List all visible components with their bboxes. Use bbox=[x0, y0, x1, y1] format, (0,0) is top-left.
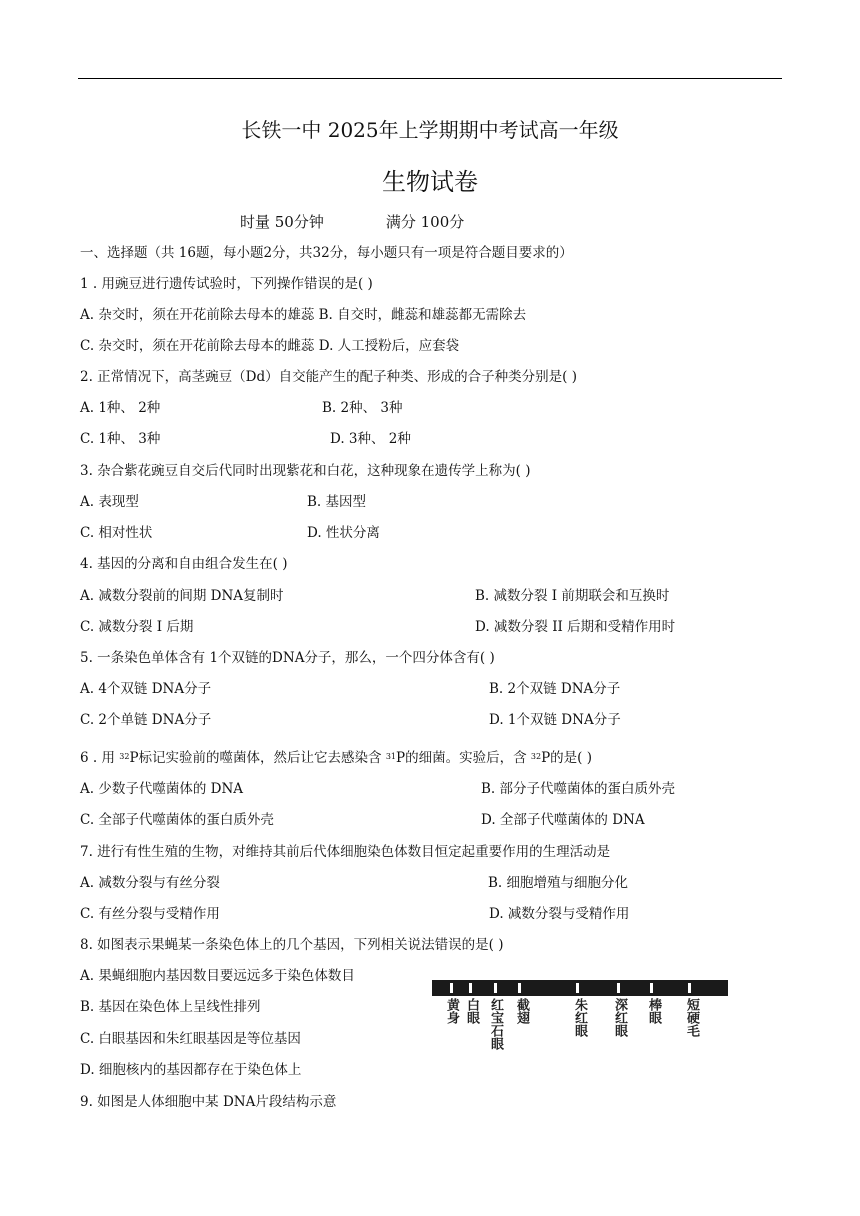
exam-title: 长铁一中 2025年上学期期中考试高一年级 bbox=[241, 118, 619, 142]
gene-locus-tick bbox=[494, 983, 497, 993]
q7-option-a: A. 减数分裂与有丝分裂 bbox=[80, 875, 220, 891]
gene-label: 白眼 bbox=[464, 998, 479, 1024]
q1-options-cd: C. 杂交时，须在开花前除去母本的雌蕊 D. 人工授粉后，应套袋 bbox=[80, 338, 460, 354]
q6-option-b: B. 部分子代噬菌体的蛋白质外壳 bbox=[481, 781, 676, 797]
q9-stem: 9. 如图是人体细胞中某 DNA片段结构示意 bbox=[80, 1094, 337, 1110]
gene-label: 朱红眼 bbox=[572, 998, 587, 1037]
q3-stem: 3. 杂合紫花豌豆自交后代同时出现紫花和白花，这种现象在遗传学上称为( ) bbox=[80, 463, 531, 479]
full-score: 满分 100分 bbox=[385, 213, 465, 231]
q6-stem: 6 . 用 $^{32}$P标记实验前的噬菌体，然后让它去感染含 $^{31}$P的细菌。实验后，含 $^{32}$P的是( ) bbox=[80, 750, 592, 766]
q8-option-b: B. 基因在染色体上呈线性排列 bbox=[80, 999, 261, 1015]
exam-meta bbox=[240, 211, 464, 232]
gene-locus-tick bbox=[450, 983, 453, 993]
q2-option-c: C. 1种、 3种 bbox=[80, 431, 161, 447]
q1-options-ab: A. 杂交时，须在开花前除去母本的雄蕊 B. 自交时，雌蕊和雄蕊都无需除去 bbox=[80, 307, 527, 323]
q4-option-a: A. 减数分裂前的间期 DNA复制时 bbox=[80, 588, 284, 604]
q8-option-a: A. 果蝇细胞内基因数目要远远多于染色体数目 bbox=[80, 968, 355, 984]
chromosome-diagram bbox=[432, 980, 728, 996]
q6-option-c: C. 全部子代噬菌体的蛋白质外壳 bbox=[80, 812, 274, 828]
gene-label: 黄身 bbox=[444, 998, 459, 1024]
q8-option-d: D. 细胞核内的基因都存在于染色体上 bbox=[80, 1062, 302, 1078]
q7-stem: 7. 进行有性生殖的生物，对维持其前后代体细胞染色体数目恒定起重要作用的生理活动是 bbox=[80, 844, 611, 860]
gene-label: 深红眼 bbox=[612, 998, 627, 1037]
q6-option-d: D. 全部子代噬菌体的 DNA bbox=[481, 812, 645, 828]
q6-option-a: A. 少数子代噬菌体的 DNA bbox=[80, 781, 244, 797]
q4-option-b: B. 减数分裂 I 前期联会和互换时 bbox=[475, 588, 670, 604]
time-limit: 时量 50分钟 bbox=[240, 213, 324, 231]
subject-title: 生物试卷 bbox=[382, 168, 478, 196]
gene-locus-tick bbox=[650, 983, 653, 993]
gene-locus-tick bbox=[518, 983, 521, 993]
q7-option-b: B. 细胞增殖与细胞分化 bbox=[488, 875, 629, 891]
q3-option-d: D. 性状分离 bbox=[307, 525, 380, 541]
gene-locus-tick bbox=[469, 983, 472, 993]
q8-stem: 8. 如图表示果蝇某一条染色体上的几个基因，下列相关说法错误的是( ) bbox=[80, 937, 504, 953]
q4-option-c: C. 减数分裂 I 后期 bbox=[80, 619, 194, 635]
q1-stem: 1 . 用豌豆进行遗传试验时，下列操作错误的是( ) bbox=[80, 276, 373, 292]
q5-stem: 5. 一条染色单体含有 1个双链的DNA分子，那么，一个四分体含有( ) bbox=[80, 650, 495, 666]
q5-option-b: B. 2个双链 DNA分子 bbox=[489, 681, 621, 697]
q4-stem: 4. 基因的分离和自由组合发生在( ) bbox=[80, 556, 288, 572]
q7-option-c: C. 有丝分裂与受精作用 bbox=[80, 906, 220, 922]
gene-locus-tick bbox=[688, 983, 691, 993]
q3-option-c: C. 相对性状 bbox=[80, 525, 153, 541]
gene-locus-tick bbox=[576, 983, 579, 993]
q3-option-a: A. 表现型 bbox=[80, 494, 139, 510]
header-rule bbox=[78, 78, 782, 79]
gene-label: 短硬毛 bbox=[684, 998, 699, 1037]
q3-option-b: B. 基因型 bbox=[307, 494, 367, 510]
q2-option-b: B. 2种、 3种 bbox=[322, 400, 403, 416]
q2-option-d: D. 3种、 2种 bbox=[330, 431, 411, 447]
gene-label: 红宝石眼 bbox=[488, 998, 503, 1050]
gene-label: 棒眼 bbox=[646, 998, 661, 1024]
gene-locus-tick bbox=[617, 983, 620, 993]
section-heading: 一、选择题（共 16题，每小题2分，共32分，每小题只有一项是符合题目要求的） bbox=[80, 245, 573, 261]
q2-stem: 2. 正常情况下，高茎豌豆（Dd）自交能产生的配子种类、形成的合子种类分别是( ) bbox=[80, 369, 577, 385]
q4-option-d: D. 减数分裂 II 后期和受精作用时 bbox=[475, 619, 676, 635]
q8-option-c: C. 白眼基因和朱红眼基因是等位基因 bbox=[80, 1031, 301, 1047]
q5-option-d: D. 1个双链 DNA分子 bbox=[489, 712, 621, 728]
q7-option-d: D. 减数分裂与受精作用 bbox=[489, 906, 630, 922]
gene-label: 截翅 bbox=[514, 998, 529, 1024]
q5-option-c: C. 2个单链 DNA分子 bbox=[80, 712, 212, 728]
q2-option-a: A. 1种、 2种 bbox=[80, 400, 161, 416]
q5-option-a: A. 4个双链 DNA分子 bbox=[80, 681, 212, 697]
